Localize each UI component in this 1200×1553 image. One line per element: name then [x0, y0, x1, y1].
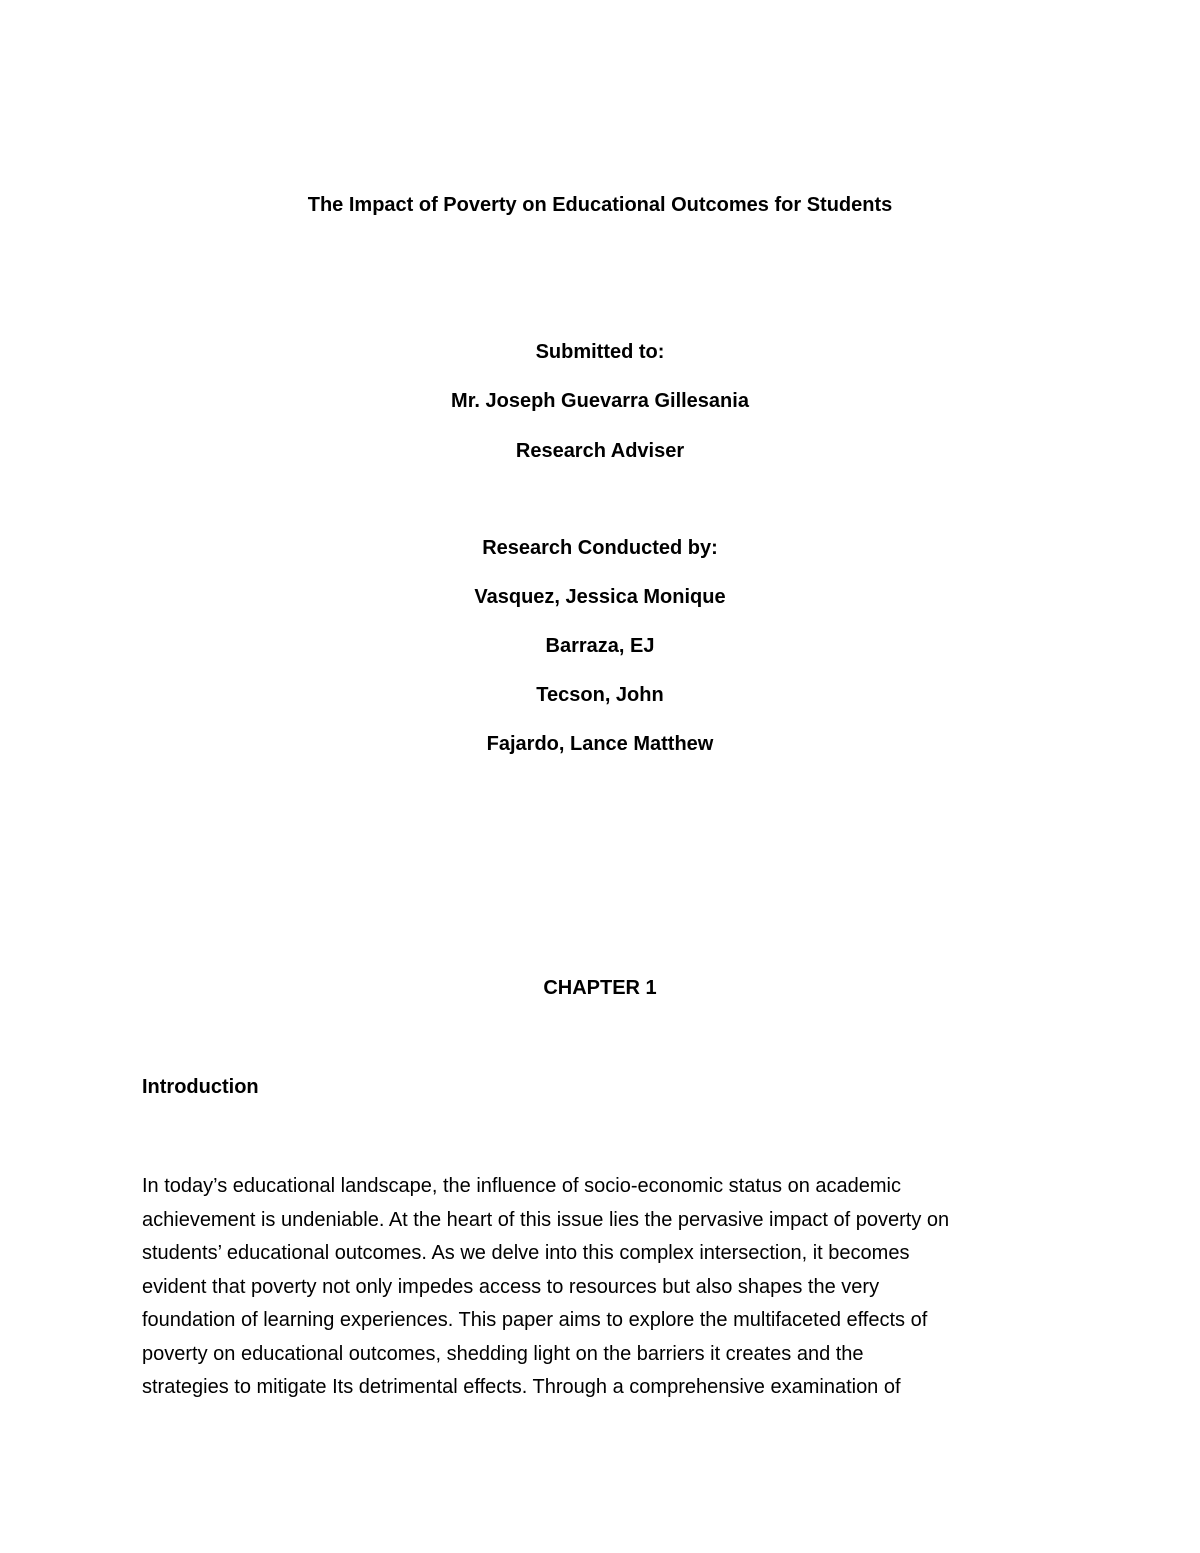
paragraph-line: poverty on educational outcomes, shedding light on the barriers it creates and the — [142, 1342, 864, 1365]
section-heading-introduction: Introduction — [142, 1076, 259, 1098]
chapter-heading: CHAPTER 1 — [543, 977, 657, 999]
conducted-by-label: Research Conducted by: — [482, 537, 718, 559]
author-name: Vasquez, Jessica Monique — [474, 586, 726, 608]
paragraph-line: achievement is undeniable. At the heart of this issue lies the pervasive impact of poverty on — [142, 1208, 950, 1231]
paragraph-line: foundation of learning experiences. This paper aims to explore the multifaceted effects of — [142, 1309, 928, 1331]
introduction-paragraph — [142, 1170, 1072, 1405]
submitted-to-label: Submitted to: — [535, 341, 665, 363]
adviser-role: Research Adviser — [515, 440, 685, 462]
paragraph-line: In today’s educational landscape, the influence of socio-economic status on academic — [142, 1175, 901, 1197]
paragraph-line: evident that poverty not only impedes access to resources but also shapes the very — [142, 1275, 880, 1298]
adviser-name: Mr. Joseph Guevarra Gillesania — [451, 390, 749, 412]
paragraph-line: strategies to mitigate Its detrimental effects. Through a comprehensive examination of — [142, 1376, 901, 1398]
author-name: Fajardo, Lance Matthew — [486, 733, 714, 755]
author-name: Tecson, John — [536, 684, 664, 706]
author-name: Barraza, EJ — [545, 635, 655, 657]
paragraph-line: students’ educational outcomes. As we delve into this complex intersection, it becomes — [142, 1242, 910, 1264]
document-title: The Impact of Poverty on Educational Outcomes for Students — [307, 194, 893, 216]
